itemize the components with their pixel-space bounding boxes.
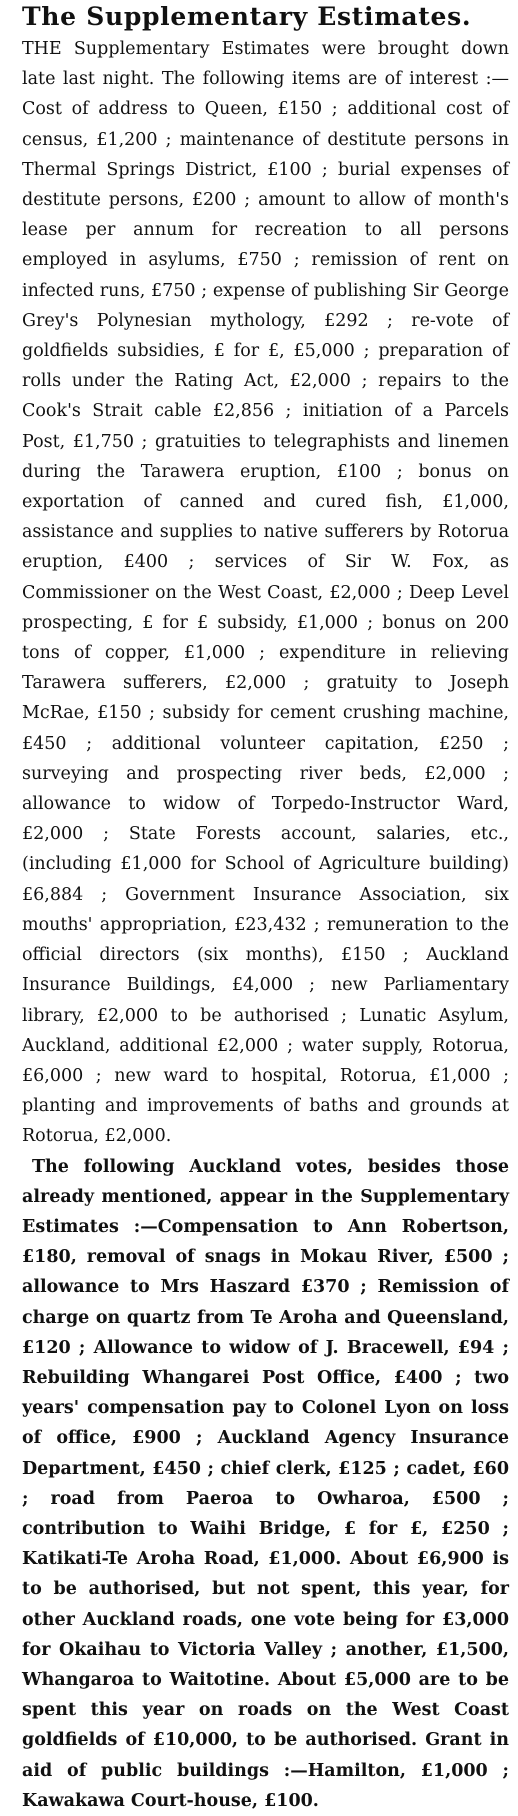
- article-headline: The Supplementary Estimates.: [22, 2, 472, 31]
- article-paragraph-2: The following Auckland votes, besides those already mentioned, appear in the Supplementary Estimates :—Compensation to Ann Robertson, £180, removal of snags in Mokau River, £500 ; allowance to Mrs Haszard £370 ; Remission of charge on quartz from Te Aroha and Queensland, £120 ; Allowance to widow of J. Bracewell, £94 ; Rebuilding Whangarei Post Office, £400 ; two years' compensation pay to Colonel Lyon on loss of office, £900 ; Auckland Agency Insurance Department, £450 ; chief clerk, £125 ; cadet, £60 ; road from Paeroa to Owharoa, £500 ; contribution to Waihi Bridge, £ for £, £250 ; Katikati-Te Aroha Road, £1,000. About £6,900 is to be authorised, but not spent, this year, for other Auckland roads, one vote being for £3,000 for Okaihau to Victoria Valley ; another, £1,500, Whangaroa to Waitotine. About £5,000 are to be spent this year on roads on the West Coast goldfields of £10,000, to be authorised. Grant in aid of public buildings :—Hamilton, £1,000 ; Kawakawa Court-house, £100.: [22, 1156, 509, 1811]
- article-paragraph-1: THE Supplementary Estimates were brought down late last night. The following items are of interest :—Cost of address to Queen, £150 ; additional cost of census, £1,200 ; maintenance of destitute persons in Thermal Springs District, £100 ; burial expenses of destitute persons, £200 ; amount to allow of month's lease per annum for recreation to all persons employed in asylums, £750 ; remission of rent on infected runs, £750 ; expense of publishing Sir George Grey's Polynesian mythology, £292 ; re-vote of goldfields subsidies, £ for £, £5,000 ; preparation of rolls under the Rating Act, £2,000 ; repairs to the Cook's Strait cable £2,856 ; initiation of a Parcels Post, £1,750 ; gratuities to telegraphists and linemen during the Tarawera eruption, £100 ; bonus on exportation of canned and cured fish, £1,000, assistance and supplies to native sufferers by Rotorua eruption, £400 ; services of Sir W. Fox, as Commissioner on the West Coast, £2,000 ; Deep Level prospecting, £ for £ subsidy, £1,000 ; bonus on 200 tons of copper, £1,000 ; expenditure in relieving Tarawera sufferers, £2,000 ; gratuity to Joseph McRae, £150 ; subsidy for cement crushing machine, £450 ; additional volunteer capitation, £250 ; surveying and prospecting river beds, £2,000 ; allowance to widow of Torpedo-Instructor Ward, £2,000 ; State Forests account, salaries, etc., (including £1,000 for School of Agriculture building) £6,884 ; Government Insurance Association, six mouths' appropriation, £23,432 ; remuneration to the official directors (six months), £150 ; Auckland Insurance Buildings, £4,000 ; new Parliamentary library, £2,000 to be authorised ; Lunatic Asylum, Auckland, additional £2,000 ; water supply, Rotorua, £6,000 ; new ward to hospital, Rotorua, £1,000 ; planting and improvements of baths and grounds at Rotorua, £2,000.: [22, 39, 509, 1147]
